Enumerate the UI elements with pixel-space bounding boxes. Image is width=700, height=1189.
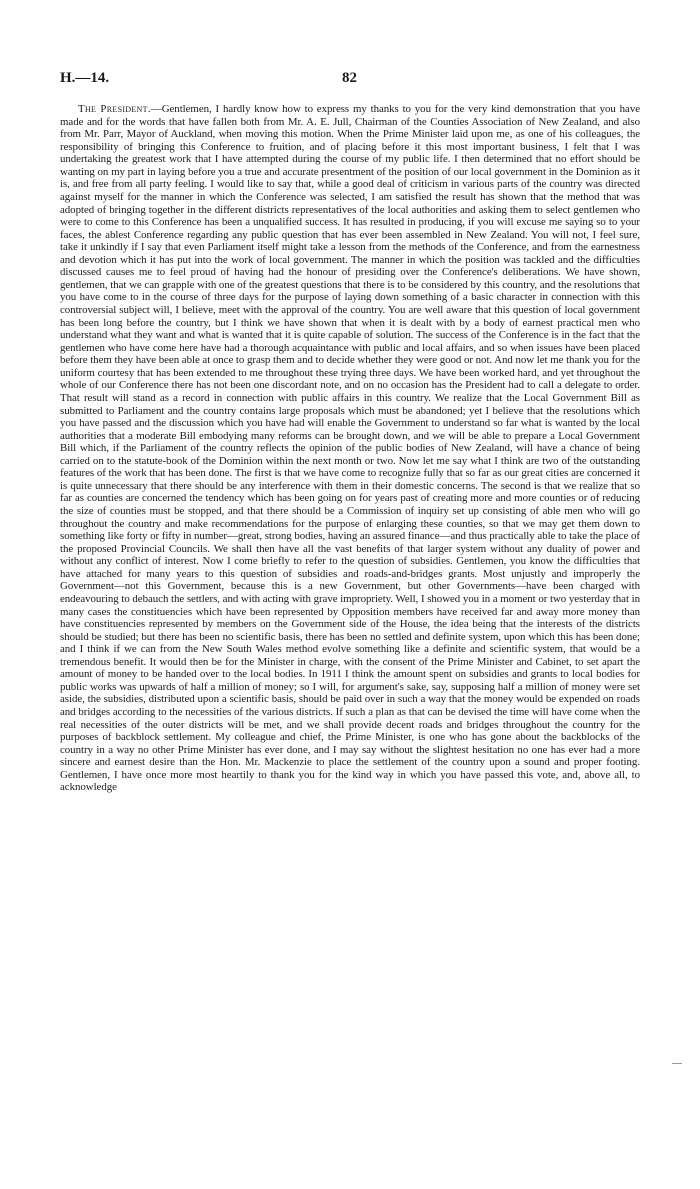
- page-number: 82: [342, 70, 357, 86]
- document-reference: H.—14.: [60, 70, 110, 86]
- page-header: [60, 70, 640, 92]
- speech-text: —Gentlemen, I hardly know how to express my thanks to you for the very kind demonstration that you have made and for the words that have fallen both from Mr. A. E. Jull, Chairman of the Counties Association of New Zealand, and also from Mr. Parr, Mayor of Auckland, when moving this motion. When the Prime Minister laid upon me, as one of his colleagues, the responsibility of bringing this Conference to fruition, and of placing before it this most important business, I felt that I was undertaking the greatest work that I have attempted during the course of my public life. I then determined that no effort should be wanting on my part in laying before you a true and accurate presentment of the position of our local government in the Dominion as it is, and free from all party feeling. I would like to say that, while a good deal of criticism in various parts of the country was directed against myself for the manner in which the Conference was selected, I am satisfied the result has shown that the method that was adopted of bringing together in the different districts representatives of the local authorities and asking them to select gentlemen who were to come to this Conference has been a unqualified success. It has resulted in producing, if you will excuse me saying so to your faces, the ablest Conference regarding any public question that has ever been assembled in New Zealand. You will not, I feel sure, take it unkindly if I say that even Parliament itself might take a lesson from the methods of the Conference, and from the earnestness and devotion which it has put into the work of local government. The manner in which the position was tackled and the difficulties discussed causes me to feel proud of having had the honour of presiding over the Conference's deliberations. We have shown, gentlemen, that we can grapple with one of the greatest questions that there is to be considered by this country, and the resolutions that you have come to in the course of three days for the purpose of laying down something of a basic character in connection with this controversial subject will, I believe, meet with the approval of the country. You are well aware that this question of local government has been long before the country, but I think we have shown that when it is dealt with by a body of earnest practical men who understand what they want and what is wanted that it is quite capable of solution. The success of the Conference is in the fact that the gentlemen who have come here have had a thorough acquaintance with public and local affairs, and so when issues have been placed before them they have been able at once to grasp them and to decide whether they were good or not. And now let me thank you for the uniform courtesy that has been extended to me throughout these trying three days. We have been worked hard, and yet throughout the whole of our Conference there has not been one discordant note, and on no occasion has the President had to call a delegate to order. That result will stand as a record in connection with public affairs in this country. We realize that the Local Government Bill as submitted to Parliament and the country contains large proposals which must be abandoned; yet I believe that the resolutions which you have passed and the discussion which you have had will enable the Government to understand so far what is wanted by the local authorities that a moderate Bill embodying many reforms can be brought down, and we will be able to prepare a Local Government Bill which, if the Parliament of the country reflects the opinion of the public bodies of New Zealand, will have a chance of being carried on to the statute-book of the Dominion within the next month or two. Now let me say what I think are two of the outstanding features of the work that has been done. The first is that we have come to recognize fully that so far as our great cities are concerned it is quite unnecessary that there should be any interference with them in their domestic concerns. The second is that we realize that so far as counties are concerned the tendency which has been going on for years past of creating more and more counties or of reducing the size of counties must be stopped, and that there should be a Commission of inquiry set up consisting of able men who will go throughout the country and make recommendations for the purpose of enlarging these counties, so that we may get them down to something like forty or fifty in number—great, strong bodies, having an assured finance—and thus practically able to take the place of the proposed Provincial Councils. We shall then have all the vast benefits of that larger system without any duality of power and without any conflict of interest. Now I come briefly to refer to the question of subsidies. Gentlemen, you know the difficulties that have attached for many years to this question of subsidies and roads-and-bridges grants. Most unjustly and improperly the Government—not this Government, because this is a new Government, but other Governments—have been charged with endeavouring to debauch the settlers, and with acting with grave impropriety. Well, I showed you in a moment or two yesterday that in many cases the constituencies which have been represented by Opposition members have received far and away more money than have constituencies represented by members on the Government side of the House, the idea being that the interests of the districts should be studied; but there has been no scientific basis, there has been no settled and definite system, upon which this has been done; and I think if we can from the New South Wales method evolve something like a definite and scientific system, that would be a tremendous benefit. It would then be for the Minister in charge, with the consent of the Prime Minister and Cabinet, to set apart the amount of money to be handed over to the local bodies. In 1911 I think the amount spent on subsidies and grants to local bodies for public works was upwards of half a million of money; so I will, for argument's sake, say, supposing half a million of money were set aside, the subsidies, distributed upon a scientific basis, should be paid over in such a way that the money would be expended on roads and bridges according to the necessities of the various districts. If such a plan as that can be devised the time will have come when the real necessities of the outer districts will be met, and we shall provide decent roads and bridges throughout the country for the purposes of backblock settlement. My colleague and chief, the Prime Minister, is one who has gone about the backblocks of the country in a way no other Prime Minister has ever done, and I may say without the slightest hesitation no one has ever had a more sincere and earnest desire than the Hon. Mr. Mackenzie to place the settlement of the country upon a sound and proper footing. Gentlemen, I have once more most heartily to thank you for the kind way in which you have passed this vote, and, above all, to acknowledge: [60, 103, 640, 794]
- margin-mark: [672, 1063, 682, 1064]
- speech-paragraph: [60, 103, 640, 794]
- speaker-name: The President.: [78, 103, 151, 115]
